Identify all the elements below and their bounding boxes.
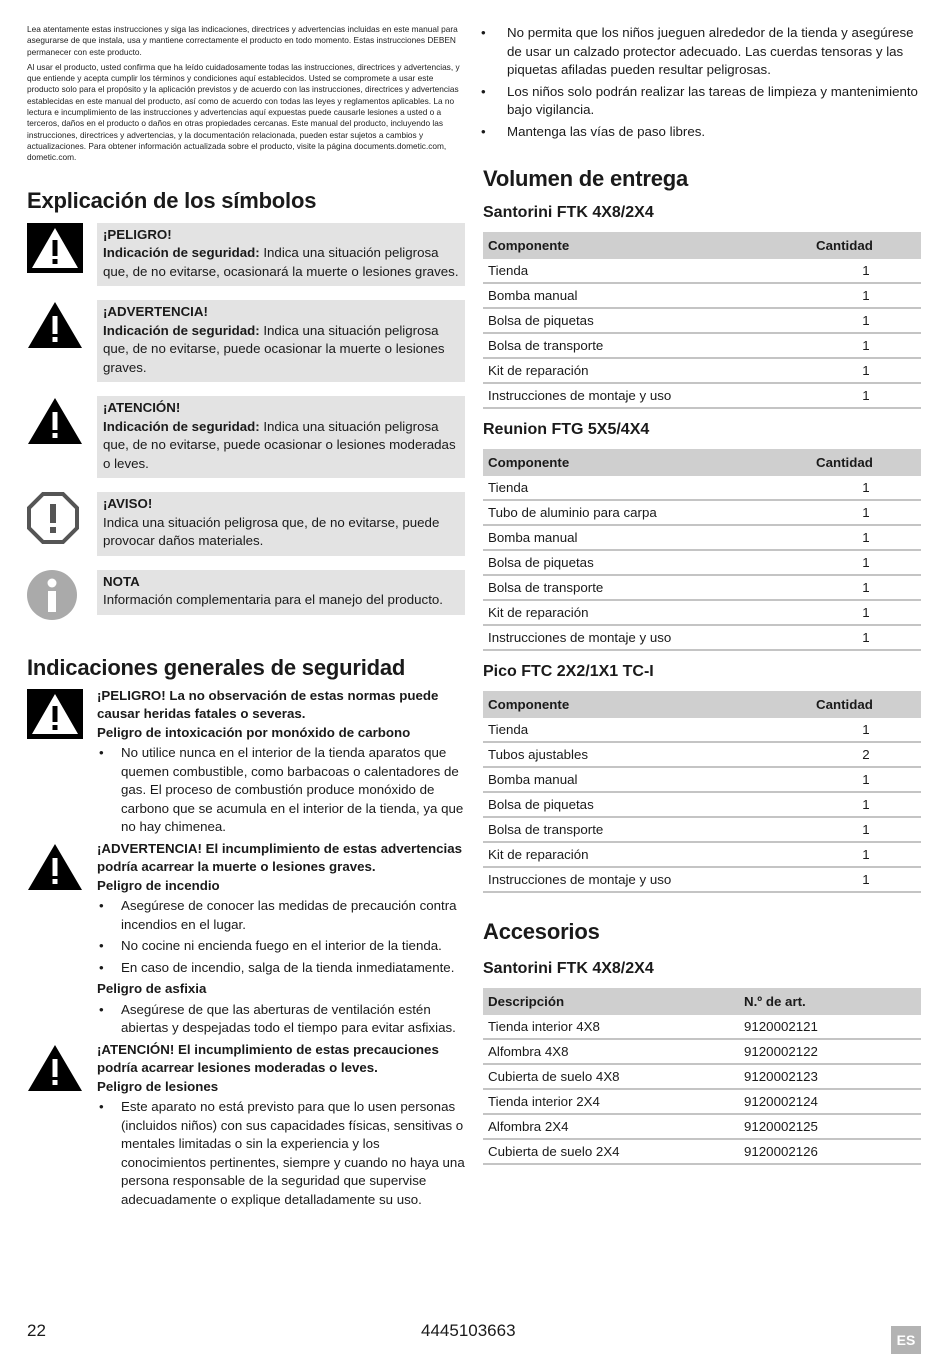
symbol-note-box bbox=[97, 570, 465, 615]
column-header-quantity: Cantidad bbox=[811, 691, 921, 718]
list-item: • Este aparato no está previsto para que lo usen personas (incluidos niños) con sus capacidades físicas, sensitivas o mentales limitadas o sin la experiencia y los conocimientos pertinentes, siempre y cuando no haya una persona responsable de la seguridad que supervise adecuadamente o explique detalladamente su uso. bbox=[97, 1098, 465, 1209]
table-header-row bbox=[483, 691, 921, 718]
table-cell: Kit de reparación bbox=[483, 358, 811, 383]
table-row bbox=[483, 333, 921, 358]
table-row bbox=[483, 1064, 921, 1089]
table-cell: Bolsa de transporte bbox=[483, 817, 811, 842]
danger-warning-icon bbox=[27, 223, 97, 278]
symbol-warning bbox=[27, 300, 465, 382]
table-cell: Tienda interior 2X4 bbox=[483, 1089, 739, 1114]
table-cell: Tienda interior 4X8 bbox=[483, 1015, 739, 1039]
table-cell: Bolsa de piquetas bbox=[483, 550, 811, 575]
list-item: • Los niños solo podrán realizar las tareas de limpieza y mantenimiento bajo vigilancia. bbox=[483, 83, 921, 120]
table-cell: 1 bbox=[811, 259, 921, 283]
safety-caution-block bbox=[27, 1041, 465, 1213]
symbol-title: ¡AVISO! bbox=[103, 496, 153, 512]
info-icon bbox=[27, 570, 97, 625]
accessories-heading: Accesorios bbox=[483, 919, 600, 944]
fire-hazard-subheading: Peligro de incendio bbox=[97, 877, 220, 893]
table-cell: 1 bbox=[811, 767, 921, 792]
intro-paragraph-2: Al usar el producto, usted confirma que ha leído cuidadosamente todas las instrucciones, directrices y advertencias, y que entiende y acepta cumplir los términos y condiciones aquí establecidos. Usted se compromete a usar este producto solo para el propósito y la aplicación previstos y de acuerdo con las instrucciones, directrices y advertencias establecidas en este manual del producto, así como de acuerdo con todas las leyes y reglamentos aplicables. La no lectura e incumplimiento de las instrucciones y advertencias aquí expuestas puede causarle lesiones a usted o a terceros, daños en el producto o daños en otras propiedades cercanas. Este manual del producto, incluyendo las instrucciones, directrices y advertencias, y la documentación relacionada, pueden estar sujetos a cambios y actualizaciones. Para obtener información actualizada sobre el producto, visite la página documents.dometic.com, dometic.com. bbox=[27, 61, 460, 163]
symbol-danger bbox=[27, 223, 465, 287]
language-badge: ES bbox=[891, 1326, 921, 1354]
table-title: Pico FTC 2X2/1X1 TC-I bbox=[483, 663, 654, 680]
table-cell: 9120002125 bbox=[739, 1114, 921, 1139]
symbol-label: Indicación de seguridad: bbox=[103, 418, 260, 434]
delivery-heading: Volumen de entrega bbox=[483, 166, 689, 191]
table-cell: Alfombra 2X4 bbox=[483, 1114, 739, 1139]
table-cell: 1 bbox=[811, 842, 921, 867]
table-cell: Bolsa de piquetas bbox=[483, 308, 811, 333]
right-column bbox=[483, 24, 921, 1165]
safety-warning-block bbox=[27, 840, 465, 1041]
danger-warning-icon bbox=[27, 687, 97, 744]
table-cell: Tubos ajustables bbox=[483, 742, 811, 767]
table-header-row bbox=[483, 232, 921, 259]
table-row bbox=[483, 842, 921, 867]
table-header-row bbox=[483, 988, 921, 1015]
table-row bbox=[483, 500, 921, 525]
notice-octagon-icon bbox=[27, 492, 97, 549]
table-row bbox=[483, 1015, 921, 1039]
table-cell: 1 bbox=[811, 283, 921, 308]
table-title: Reunion FTG 5X5/4X4 bbox=[483, 421, 650, 438]
asphyxia-bullets bbox=[97, 1001, 465, 1038]
fire-bullets bbox=[97, 897, 465, 977]
table-cell: 1 bbox=[811, 575, 921, 600]
danger-header: ¡PELIGRO! La no observación de estas normas puede causar heridas fatales o severas. bbox=[97, 687, 439, 722]
table-cell: Bolsa de transporte bbox=[483, 575, 811, 600]
symbol-danger-box bbox=[97, 223, 465, 287]
table-row bbox=[483, 283, 921, 308]
symbol-note bbox=[27, 570, 465, 625]
document-number: 4445103663 bbox=[421, 1321, 516, 1340]
warning-header: ¡ADVERTENCIA! El incumplimiento de estas advertencias podría acarrear la muerte o lesiones graves. bbox=[97, 840, 463, 875]
symbol-text: Indica una situación peligrosa que, de no evitarse, ocasionará la muerte o lesiones graves. bbox=[103, 245, 459, 279]
symbol-text: Indica una situación peligrosa que, de no evitarse, puede ocasionar la muerte o lesiones graves. bbox=[103, 322, 445, 375]
table-cell: Instrucciones de montaje y uso bbox=[483, 867, 811, 892]
table-cell: 1 bbox=[811, 476, 921, 500]
list-item: • No permita que los niños jueguen alrededor de la tienda y asegúrese de usar un calzado protector adecuado. Las cuerdas tensoras y las piquetas afiladas pueden resultar peligrosas. bbox=[483, 24, 921, 80]
table-cell: 9120002123 bbox=[739, 1064, 921, 1089]
caution-header: ¡ATENCIÓN! El incumplimiento de estas precauciones podría acarrear lesiones moderadas o leves. bbox=[97, 1041, 439, 1076]
warning-triangle-icon bbox=[27, 840, 97, 897]
table-row bbox=[483, 767, 921, 792]
list-item: • Asegúrese de que las aberturas de ventilación estén abiertas y despejadas todo el tiempo para evitar asfixias. bbox=[97, 1001, 465, 1038]
danger-bullets bbox=[97, 744, 465, 837]
table-row bbox=[483, 1114, 921, 1139]
column-header-component: Componente bbox=[483, 691, 811, 718]
table-cell: 9120002124 bbox=[739, 1089, 921, 1114]
list-item: • Asegúrese de conocer las medidas de precaución contra incendios en el lugar. bbox=[97, 897, 465, 934]
symbol-title: ¡ATENCIÓN! bbox=[103, 400, 181, 416]
table-cell: 9120002121 bbox=[739, 1015, 921, 1039]
continued-bullets bbox=[483, 24, 921, 141]
table-cell: Instrucciones de montaje y uso bbox=[483, 625, 811, 650]
safety-danger-block bbox=[27, 687, 465, 840]
table-cell: Bomba manual bbox=[483, 525, 811, 550]
table-cell: 1 bbox=[811, 867, 921, 892]
table-cell: 1 bbox=[811, 308, 921, 333]
danger-subheading: Peligro de intoxicación por monóxido de carbono bbox=[97, 724, 411, 740]
table-row bbox=[483, 600, 921, 625]
symbol-title: ¡ADVERTENCIA! bbox=[103, 304, 208, 320]
table-row bbox=[483, 525, 921, 550]
delivery-table-reunion bbox=[483, 449, 921, 651]
table-title: Santorini FTK 4X8/2X4 bbox=[483, 204, 654, 221]
intro-paragraph-1: Lea atentamente estas instrucciones y siga las indicaciones, directrices y advertencias incluidas en este manual para asegurarse de que instala, usa y mantiene correctamente el producto en todo momento. Estas instrucciones DEBEN permanecer con este producto. bbox=[27, 24, 458, 57]
left-column bbox=[27, 24, 465, 1212]
intro-text bbox=[27, 24, 465, 164]
symbol-text: Información complementaria para el manejo del producto. bbox=[103, 592, 443, 608]
table-cell: 1 bbox=[811, 358, 921, 383]
caution-triangle-icon bbox=[27, 1041, 97, 1098]
symbol-warning-box bbox=[97, 300, 465, 382]
column-header-component: Componente bbox=[483, 449, 811, 476]
table-row bbox=[483, 817, 921, 842]
symbol-notice-box bbox=[97, 492, 465, 556]
caution-triangle-icon bbox=[27, 396, 97, 451]
table-row bbox=[483, 358, 921, 383]
table-row bbox=[483, 476, 921, 500]
symbol-caution-box bbox=[97, 396, 465, 478]
accessories-table bbox=[483, 988, 921, 1165]
table-cell: 1 bbox=[811, 625, 921, 650]
table-row bbox=[483, 718, 921, 742]
table-cell: 1 bbox=[811, 525, 921, 550]
list-item: • En caso de incendio, salga de la tienda inmediatamente. bbox=[97, 959, 465, 978]
table-cell: Bomba manual bbox=[483, 767, 811, 792]
list-item: • No cocine ni encienda fuego en el interior de la tienda. bbox=[97, 937, 465, 956]
symbol-text: Indica una situación peligrosa que, de no evitarse, puede ocasionar o lesiones moderadas o leves. bbox=[103, 418, 456, 471]
symbol-title: NOTA bbox=[103, 573, 140, 589]
table-row bbox=[483, 259, 921, 283]
table-title: Santorini FTK 4X8/2X4 bbox=[483, 960, 654, 977]
table-row bbox=[483, 867, 921, 892]
table-row bbox=[483, 575, 921, 600]
table-row bbox=[483, 625, 921, 650]
table-cell: 1 bbox=[811, 333, 921, 358]
column-header-component: Componente bbox=[483, 232, 811, 259]
column-header-description: Descripción bbox=[483, 988, 739, 1015]
list-item: • Mantenga las vías de paso libres. bbox=[483, 123, 921, 142]
table-cell: Cubierta de suelo 4X8 bbox=[483, 1064, 739, 1089]
table-row bbox=[483, 1139, 921, 1164]
symbol-text: Indica una situación peligrosa que, de no evitarse, puede provocar daños materiales. bbox=[103, 514, 440, 549]
table-cell: 1 bbox=[811, 383, 921, 408]
delivery-table-pico bbox=[483, 691, 921, 893]
list-item: • No utilice nunca en el interior de la tienda aparatos que quemen combustible, como barbacoas o calentadores de gas. El proceso de combustión produce monóxido de carbono que se acumula en el interior de la tienda, ya que no hay chimenea. bbox=[97, 744, 465, 837]
table-cell: Alfombra 4X8 bbox=[483, 1039, 739, 1064]
table-header-row bbox=[483, 449, 921, 476]
symbol-notice bbox=[27, 492, 465, 556]
warning-triangle-icon bbox=[27, 300, 97, 355]
general-safety-heading: Indicaciones generales de seguridad bbox=[27, 654, 406, 680]
injury-subheading: Peligro de lesiones bbox=[97, 1078, 219, 1094]
column-header-quantity: Cantidad bbox=[811, 449, 921, 476]
table-cell: 9120002126 bbox=[739, 1139, 921, 1164]
table-cell: Instrucciones de montaje y uso bbox=[483, 383, 811, 408]
column-header-quantity: Cantidad bbox=[811, 232, 921, 259]
table-cell: Kit de reparación bbox=[483, 842, 811, 867]
symbol-label: Indicación de seguridad: bbox=[103, 245, 260, 261]
table-cell: Cubierta de suelo 2X4 bbox=[483, 1139, 739, 1164]
table-cell: Tienda bbox=[483, 718, 811, 742]
table-cell: 9120002122 bbox=[739, 1039, 921, 1064]
table-cell: Bolsa de transporte bbox=[483, 333, 811, 358]
table-cell: 1 bbox=[811, 500, 921, 525]
table-row bbox=[483, 383, 921, 408]
table-row bbox=[483, 550, 921, 575]
table-row bbox=[483, 1039, 921, 1064]
table-row bbox=[483, 742, 921, 767]
asphyxia-subheading: Peligro de asfixia bbox=[97, 981, 207, 997]
table-cell: Kit de reparación bbox=[483, 600, 811, 625]
table-cell: 2 bbox=[811, 742, 921, 767]
table-cell: 1 bbox=[811, 817, 921, 842]
symbol-label: Indicación de seguridad: bbox=[103, 322, 260, 338]
delivery-table-santorini bbox=[483, 232, 921, 409]
symbols-heading: Explicación de los símbolos bbox=[27, 187, 317, 213]
injury-bullets bbox=[97, 1098, 465, 1209]
table-row bbox=[483, 792, 921, 817]
table-cell: 1 bbox=[811, 600, 921, 625]
table-row bbox=[483, 1089, 921, 1114]
table-cell: Bomba manual bbox=[483, 283, 811, 308]
page-number: 22 bbox=[27, 1321, 46, 1340]
table-cell: Tienda bbox=[483, 476, 811, 500]
table-cell: 1 bbox=[811, 718, 921, 742]
table-row bbox=[483, 308, 921, 333]
table-cell: 1 bbox=[811, 550, 921, 575]
table-cell: Bolsa de piquetas bbox=[483, 792, 811, 817]
table-cell: Tienda bbox=[483, 259, 811, 283]
column-header-article-number: N.º de art. bbox=[739, 988, 921, 1015]
symbol-caution bbox=[27, 396, 465, 478]
table-cell: Tubo de aluminio para carpa bbox=[483, 500, 811, 525]
table-cell: 1 bbox=[811, 792, 921, 817]
symbol-title: ¡PELIGRO! bbox=[103, 226, 172, 242]
